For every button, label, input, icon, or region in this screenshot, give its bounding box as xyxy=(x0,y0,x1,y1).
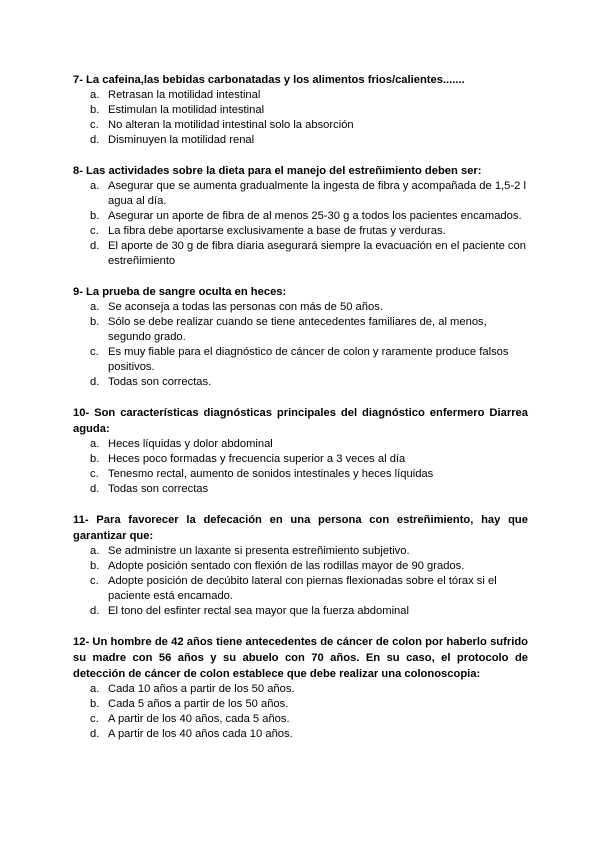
option-b xyxy=(73,697,528,712)
option-text: Tenesmo rectal, aumento de sonidos intestinales y heces líquidas xyxy=(108,468,434,480)
option-letter: d. xyxy=(90,134,100,146)
option-text: Se administre un laxante si presenta estreñimiento subjetivo. xyxy=(108,545,410,557)
options-list xyxy=(73,179,528,269)
option-text: La fibra debe aportarse exclusivamente a base de frutas y verduras. xyxy=(108,225,446,237)
option-letter: d. xyxy=(90,376,100,388)
option-text: Todas son correctas xyxy=(108,483,209,495)
question-8 xyxy=(73,163,528,269)
option-a xyxy=(73,179,528,209)
document-page xyxy=(73,72,528,757)
option-d xyxy=(73,604,528,619)
option-text: A partir de los 40 años, cada 5 años. xyxy=(108,713,290,725)
option-letter: c. xyxy=(90,346,99,358)
option-letter: c. xyxy=(90,225,99,237)
option-letter: d. xyxy=(90,483,100,495)
options-list xyxy=(73,437,528,497)
option-letter: b. xyxy=(90,453,100,465)
option-text: Se aconseja a todas las personas con más de 50 años. xyxy=(108,301,383,313)
option-text: Cada 5 años a partir de los 50 años. xyxy=(108,698,289,710)
option-c xyxy=(73,574,528,604)
option-letter: b. xyxy=(90,316,100,328)
option-d xyxy=(73,133,528,148)
question-11 xyxy=(73,512,528,619)
option-text: El aporte de 30 g de fibra diaria asegurará siempre la evacuación en el paciente con estreñimiento xyxy=(108,240,526,267)
option-text: Heces líquidas y dolor abdominal xyxy=(108,438,273,450)
option-letter: b. xyxy=(90,104,100,116)
option-c xyxy=(73,712,528,727)
option-text: Retrasan la motilidad intestinal xyxy=(108,89,261,101)
question-title: 10- Son características diagnósticas principales del diagnóstico enfermero Diarrea aguda: xyxy=(73,407,528,435)
option-letter: b. xyxy=(90,698,100,710)
option-text: Estimulan la motilidad intestinal xyxy=(108,104,265,116)
option-a xyxy=(73,544,528,559)
question-title: 7- La cafeina,las bebidas carbonatadas y los alimentos frios/calientes....... xyxy=(73,74,465,86)
option-text: Cada 10 años a partir de los 50 años. xyxy=(108,683,295,695)
options-list xyxy=(73,682,528,742)
option-letter: a. xyxy=(90,180,100,192)
option-a xyxy=(73,437,528,452)
option-letter: d. xyxy=(90,240,100,252)
option-c xyxy=(73,118,528,133)
option-letter: d. xyxy=(90,605,100,617)
option-b xyxy=(73,103,528,118)
option-text: Sólo se debe realizar cuando se tiene antecedentes familiares de, al menos, segundo grado. xyxy=(108,316,487,343)
option-letter: c. xyxy=(90,575,99,587)
option-text: Todas son correctas. xyxy=(108,376,212,388)
question-title: 11- Para favorecer la defecación en una persona con estreñimiento, hay que garantizar que: xyxy=(73,514,528,542)
option-text: Asegurar que se aumenta gradualmente la ingesta de fibra y acompañada de 1,5-2 l agua al día. xyxy=(108,180,526,207)
option-text: El tono del esfinter rectal sea mayor que la fuerza abdominal xyxy=(108,605,409,617)
question-title: 9- La prueba de sangre oculta en heces: xyxy=(73,286,287,298)
option-text: Disminuyen la motilidad renal xyxy=(108,134,255,146)
option-text: Adopte posición sentado con flexión de las rodillas mayor de 90 grados. xyxy=(108,560,465,572)
option-text: Heces poco formadas y frecuencia superior a 3 veces al día xyxy=(108,453,406,465)
option-text: Asegurar un aporte de fibra de al menos 25-30 g a todos los pacientes encamados. xyxy=(108,210,522,222)
option-letter: a. xyxy=(90,545,100,557)
option-d xyxy=(73,375,528,390)
option-c xyxy=(73,345,528,375)
question-10 xyxy=(73,405,528,497)
option-text: Es muy fiable para el diagnóstico de cáncer de colon y raramente produce falsos positivos. xyxy=(108,346,509,373)
question-title: 8- Las actividades sobre la dieta para el manejo del estreñimiento deben ser: xyxy=(73,165,482,177)
question-title: 12- Un hombre de 42 años tiene antecedentes de cáncer de colon por haberlo sufrido su madre con 56 años y su abuelo con 70 años. En su caso, el protocolo de detección de cáncer de colon establece que debe realizar una colonoscopia: xyxy=(73,636,528,680)
option-d xyxy=(73,482,528,497)
question-12 xyxy=(73,634,528,742)
option-letter: b. xyxy=(90,210,100,222)
option-a xyxy=(73,682,528,697)
options-list xyxy=(73,88,528,148)
option-letter: a. xyxy=(90,683,100,695)
option-b xyxy=(73,559,528,574)
question-9 xyxy=(73,284,528,390)
option-letter: a. xyxy=(90,301,100,313)
option-a xyxy=(73,88,528,103)
option-a xyxy=(73,300,528,315)
option-letter: c. xyxy=(90,468,99,480)
question-7 xyxy=(73,72,528,148)
option-text: Adopte posición de decúbito lateral con piernas flexionadas sobre el tórax si el paciente está encamado. xyxy=(108,575,497,602)
option-b xyxy=(73,209,528,224)
option-letter: a. xyxy=(90,89,100,101)
option-c xyxy=(73,467,528,482)
option-letter: d. xyxy=(90,728,100,740)
option-letter: c. xyxy=(90,119,99,131)
option-d xyxy=(73,727,528,742)
option-c xyxy=(73,224,528,239)
option-letter: b. xyxy=(90,560,100,572)
options-list xyxy=(73,300,528,390)
option-letter: a. xyxy=(90,438,100,450)
option-text: A partir de los 40 años cada 10 años. xyxy=(108,728,293,740)
option-b xyxy=(73,315,528,345)
option-b xyxy=(73,452,528,467)
options-list xyxy=(73,544,528,619)
option-d xyxy=(73,239,528,269)
option-letter: c. xyxy=(90,713,99,725)
option-text: No alteran la motilidad intestinal solo la absorción xyxy=(108,119,354,131)
